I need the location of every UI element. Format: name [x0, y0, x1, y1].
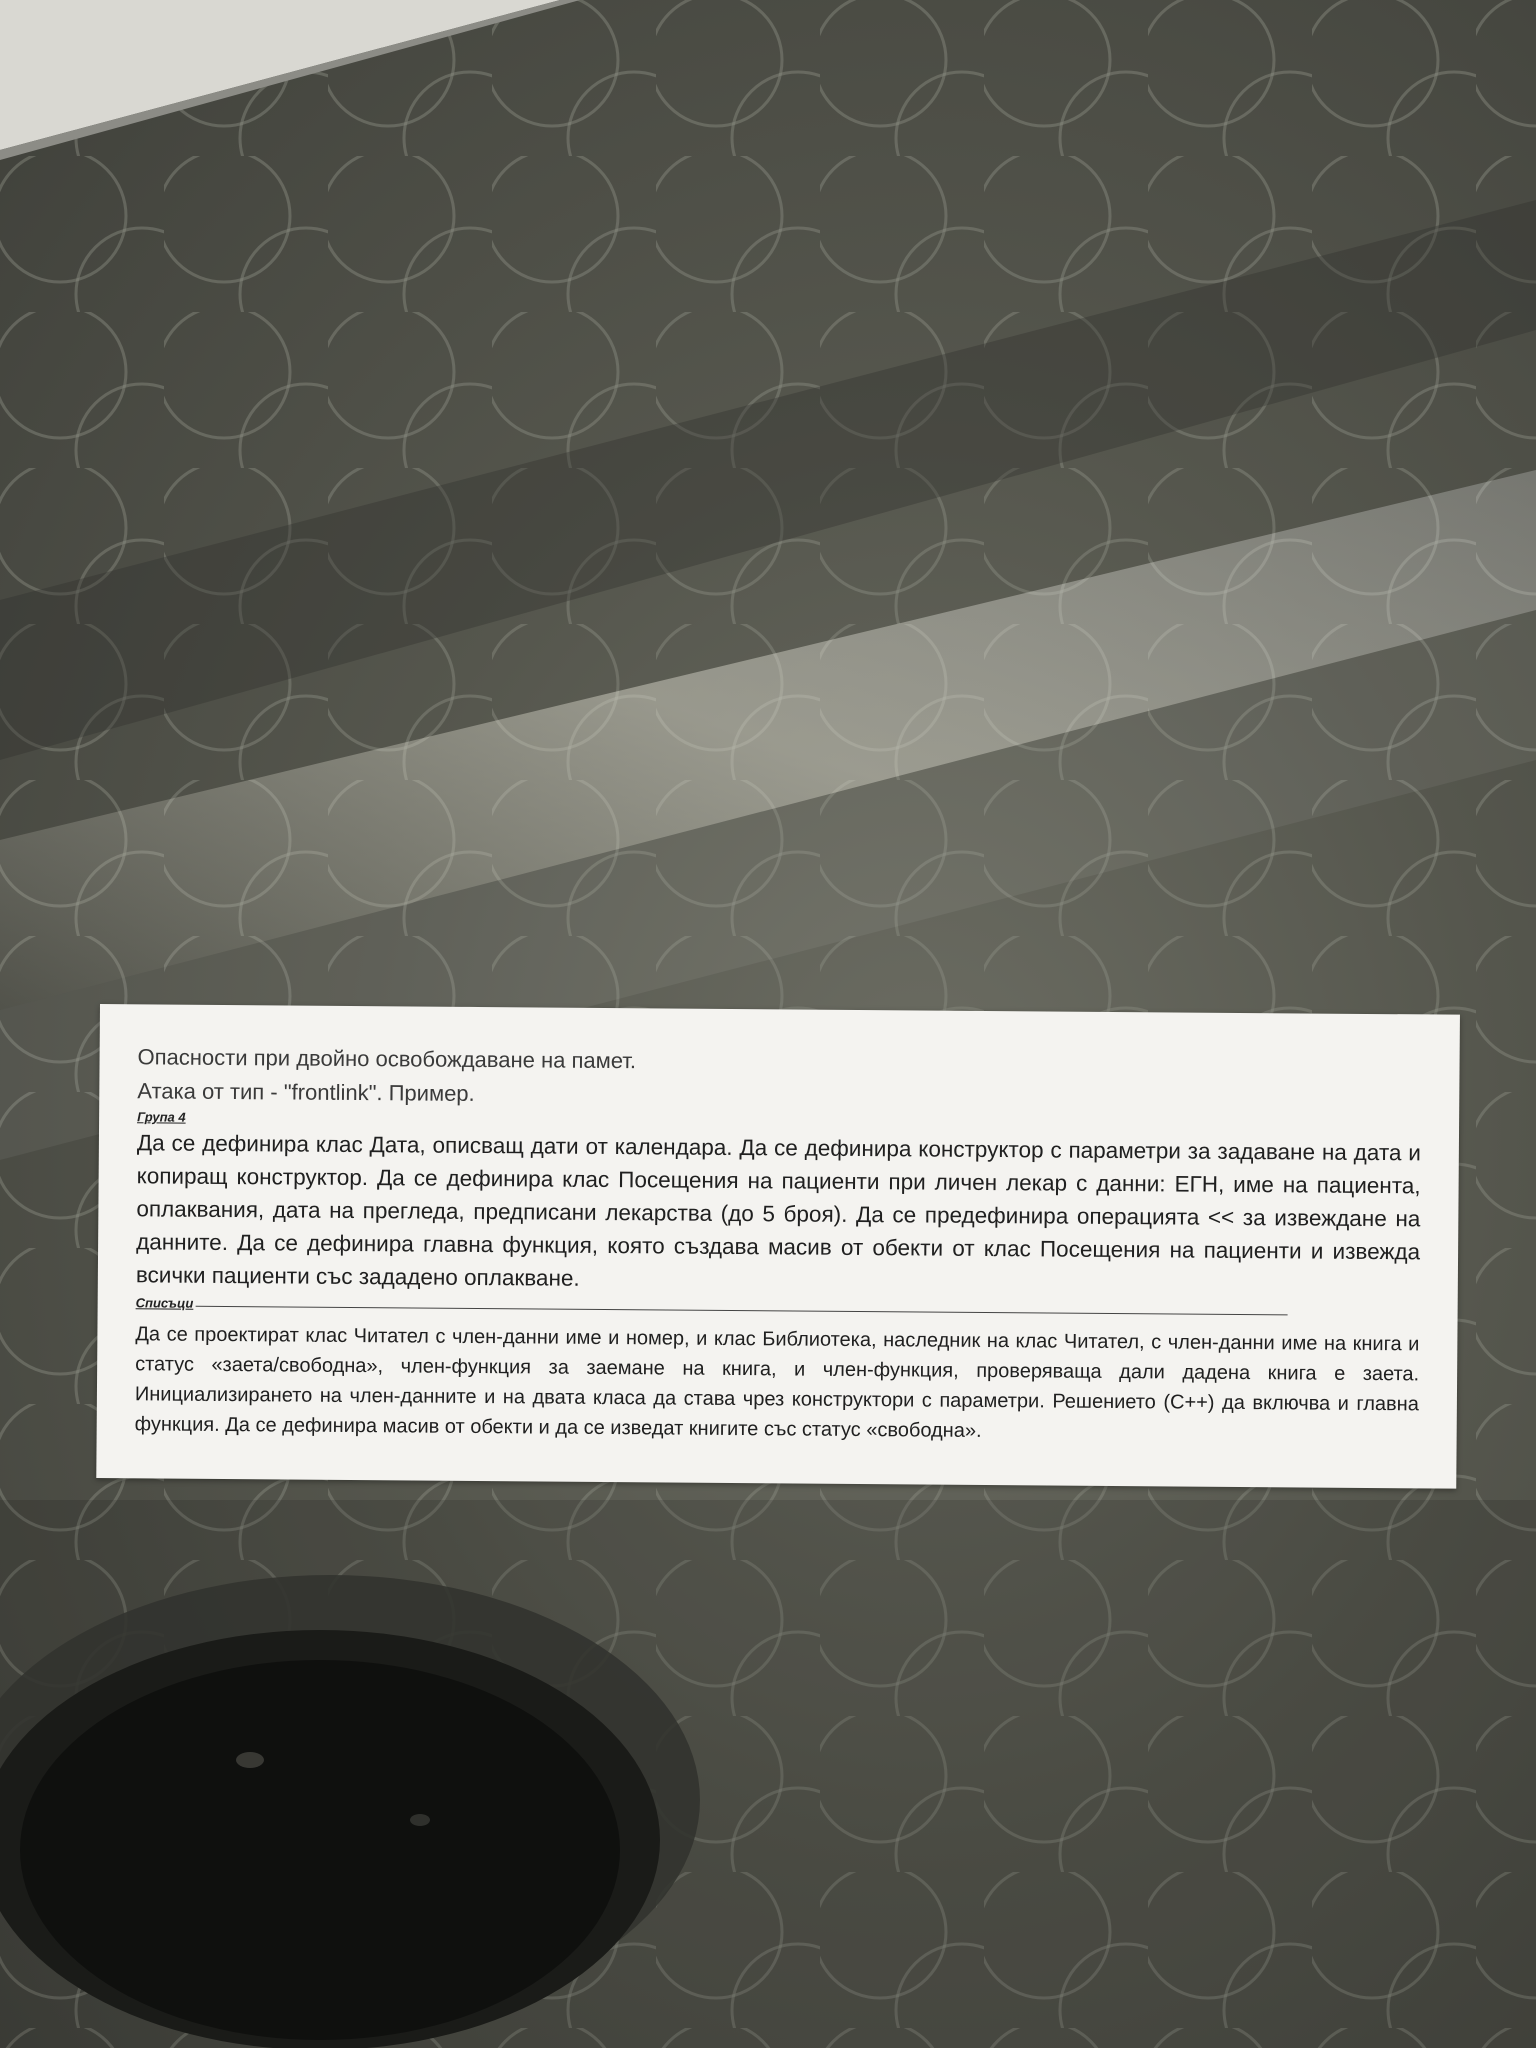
printed-note: [96, 1004, 1460, 1489]
task-1-text: Да се дефинира клас Дата, описващ дати от календара. Да се дефинира конструктор с параметри за задаване на дата и копиращ конструктор. Да се дефинира клас Посещения на пациенти при личен лекар с данни: ЕГН, име на пациента, оплаквания, дата на прегледа, предписани лекарства (до 5 броя). Да се предефинира операцията << за извеждане на данните. Да се дефинира главна функция, която създава масив от обекти от клас Посещения на пациенти и извежда всички пациенти със зададено оплакване.: [135, 1130, 1421, 1291]
section-label: Списъци: [135, 1295, 194, 1311]
separator-rule: [195, 1305, 1287, 1315]
task-2-text: Да се проектират клас Читател с член-данни име и номер, и клас Библиотека, наследник на клас Читател, с член-данни име на книга и статус «заета/свободна», член-функция за заемане на книга, и член-функция, проверяваща дали дадена книга е заета. Инициализирането на член-данните и на двата класа да става чрез конструктори с параметри. Решението (C++) да включва и главна функция. Да се дефинира масив от обекти и да се изведат книгите със статус «свободна».: [134, 1323, 1420, 1442]
note-title-line-2: Атака от тип - "frontlink". Пример.: [137, 1078, 475, 1106]
group-label: Група 4: [137, 1109, 186, 1125]
note-title-line-1: Опасности при двойно освобождаване на памет.: [137, 1044, 637, 1074]
